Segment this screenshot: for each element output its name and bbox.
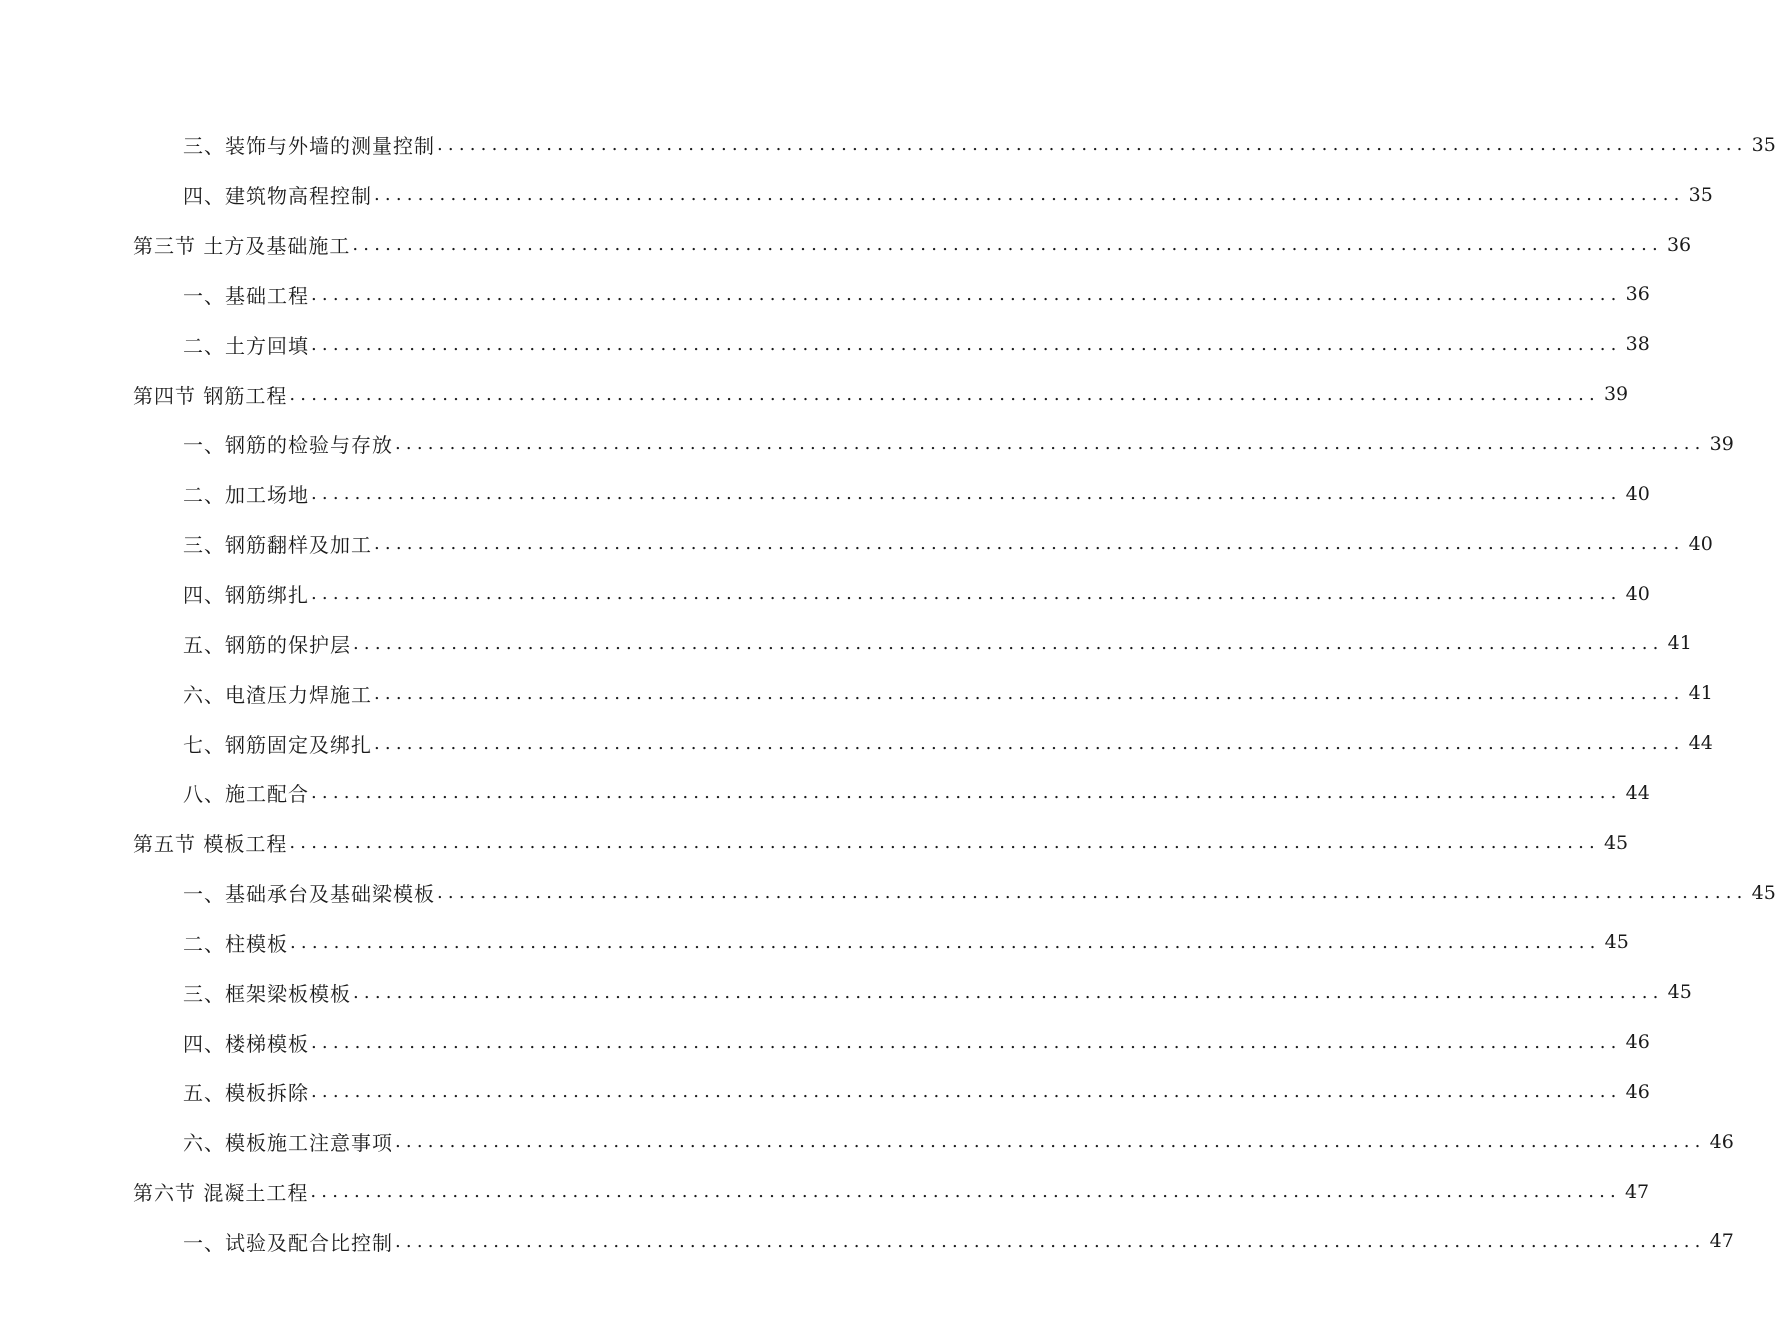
toc-entry[interactable] [0, 818, 1629, 868]
toc-entry-title: 二、加工场地 [183, 483, 309, 508]
toc-dot-leader: ........................................................................................................................ [311, 333, 1622, 355]
toc-entry[interactable] [0, 369, 1629, 419]
toc-dot-leader: ........................................................................................................................ [395, 1230, 1706, 1252]
toc-dot-leader: ........................................................................................................................ [437, 882, 1748, 904]
toc-entry[interactable] [0, 1017, 1650, 1067]
toc-page-number: 36 [1666, 233, 1692, 256]
toc-dot-leader: ........................................................................................................................ [290, 931, 1601, 953]
toc-page-number: 47 [1624, 1180, 1650, 1203]
toc-dot-leader: ........................................................................................................................ [311, 583, 1622, 605]
toc-entry-title: 三、装饰与外墙的测量控制 [183, 134, 435, 159]
toc-page-number: 45 [1751, 881, 1776, 904]
toc-page-number: 44 [1625, 781, 1650, 804]
toc-page-number: 35 [1751, 133, 1776, 156]
toc-dot-leader: ........................................................................................................................ [395, 433, 1706, 455]
toc-entry[interactable] [0, 918, 1629, 968]
toc-page-number: 39 [1709, 432, 1734, 455]
toc-entry[interactable] [0, 569, 1650, 619]
toc-page-number: 35 [1688, 183, 1713, 206]
toc-entry-title: 四、楼梯模板 [183, 1031, 309, 1056]
toc-entry-title: 五、模板拆除 [183, 1081, 309, 1106]
toc-entry[interactable] [0, 1167, 1650, 1217]
toc-page-number: 45 [1667, 981, 1692, 1004]
toc-entry-title: 五、钢筋的保护层 [183, 632, 351, 657]
toc-dot-leader: ........................................................................................................................ [311, 1081, 1622, 1103]
toc-entry[interactable] [0, 120, 1776, 170]
toc-entry-title: 第三节 土方及基础施工 [133, 234, 351, 259]
toc-dot-leader: ........................................................................................................................ [311, 483, 1622, 505]
toc-dot-leader: ........................................................................................................................ [374, 732, 1685, 754]
toc-page-number: 45 [1603, 831, 1629, 854]
toc-entry-title: 六、模板施工注意事项 [183, 1131, 393, 1156]
toc-entry-title: 四、钢筋绑扎 [183, 583, 309, 608]
toc-entry[interactable] [0, 718, 1713, 768]
toc-entry[interactable] [0, 1117, 1734, 1167]
toc-entry[interactable] [0, 519, 1713, 569]
toc-entry-title: 第五节 模板工程 [133, 832, 288, 857]
toc-entry[interactable] [0, 1217, 1734, 1267]
toc-dot-leader: ........................................................................................................................ [374, 533, 1685, 555]
toc-entry-title: 一、基础工程 [183, 283, 309, 308]
toc-entry-title: 八、施工配合 [183, 782, 309, 807]
toc-page-number: 44 [1688, 732, 1713, 755]
toc-page-number: 46 [1625, 1031, 1650, 1054]
toc-dot-leader: ........................................................................................................................ [289, 383, 1600, 405]
toc-dot-leader: ........................................................................................................................ [374, 682, 1685, 704]
toc-entry[interactable] [0, 419, 1734, 469]
toc-dot-leader: ........................................................................................................................ [437, 134, 1748, 156]
toc-dot-leader: ........................................................................................................................ [395, 1131, 1706, 1153]
toc-page-number: 46 [1625, 1080, 1650, 1103]
toc-entry-title: 七、钢筋固定及绑扎 [183, 732, 372, 757]
toc-dot-leader: ........................................................................................................................ [353, 632, 1664, 654]
toc-dot-leader: ........................................................................................................................ [352, 234, 1663, 256]
toc-entry[interactable] [0, 868, 1776, 918]
toc-dot-leader: ........................................................................................................................ [353, 981, 1664, 1003]
toc-entry[interactable] [0, 469, 1650, 519]
toc-entry[interactable] [0, 170, 1713, 220]
toc-dot-leader: ........................................................................................................................ [311, 1031, 1622, 1053]
toc-page-number: 36 [1625, 283, 1650, 306]
toc-entry-title: 六、电渣压力焊施工 [183, 682, 372, 707]
toc-page-number: 39 [1603, 383, 1629, 406]
toc-page-number: 46 [1709, 1130, 1734, 1153]
toc-entry-title: 第六节 混凝土工程 [133, 1181, 309, 1206]
table-of-contents [0, 120, 1776, 1266]
toc-page-number: 40 [1688, 532, 1713, 555]
toc-page-number: 40 [1625, 582, 1650, 605]
toc-entry[interactable] [0, 967, 1692, 1017]
toc-entry[interactable] [0, 768, 1650, 818]
toc-entry-title: 一、钢筋的检验与存放 [183, 433, 393, 458]
toc-entry[interactable] [0, 668, 1713, 718]
toc-entry[interactable] [0, 220, 1692, 270]
toc-page-number: 38 [1625, 333, 1650, 356]
toc-dot-leader: ........................................................................................................................ [374, 184, 1685, 206]
toc-page-number: 41 [1688, 682, 1713, 705]
toc-entry-title: 一、基础承台及基础梁模板 [183, 882, 435, 907]
toc-entry-title: 二、柱模板 [183, 931, 288, 956]
toc-dot-leader: ........................................................................................................................ [310, 1181, 1621, 1203]
toc-page-number: 41 [1667, 632, 1692, 655]
toc-entry[interactable] [0, 618, 1692, 668]
toc-entry-title: 四、建筑物高程控制 [183, 184, 372, 209]
toc-entry-title: 一、试验及配合比控制 [183, 1230, 393, 1255]
toc-dot-leader: ........................................................................................................................ [311, 782, 1622, 804]
toc-dot-leader: ........................................................................................................................ [311, 283, 1622, 305]
toc-entry[interactable] [0, 319, 1650, 369]
toc-entry[interactable] [0, 270, 1650, 320]
toc-page-number: 47 [1709, 1230, 1734, 1253]
toc-entry[interactable] [0, 1067, 1650, 1117]
toc-dot-leader: ........................................................................................................................ [289, 832, 1600, 854]
toc-page-number: 45 [1604, 931, 1629, 954]
toc-entry-title: 三、框架梁板模板 [183, 981, 351, 1006]
toc-page-number: 40 [1625, 482, 1650, 505]
toc-entry-title: 二、土方回填 [183, 333, 309, 358]
toc-entry-title: 三、钢筋翻样及加工 [183, 533, 372, 558]
toc-entry-title: 第四节 钢筋工程 [133, 383, 288, 408]
